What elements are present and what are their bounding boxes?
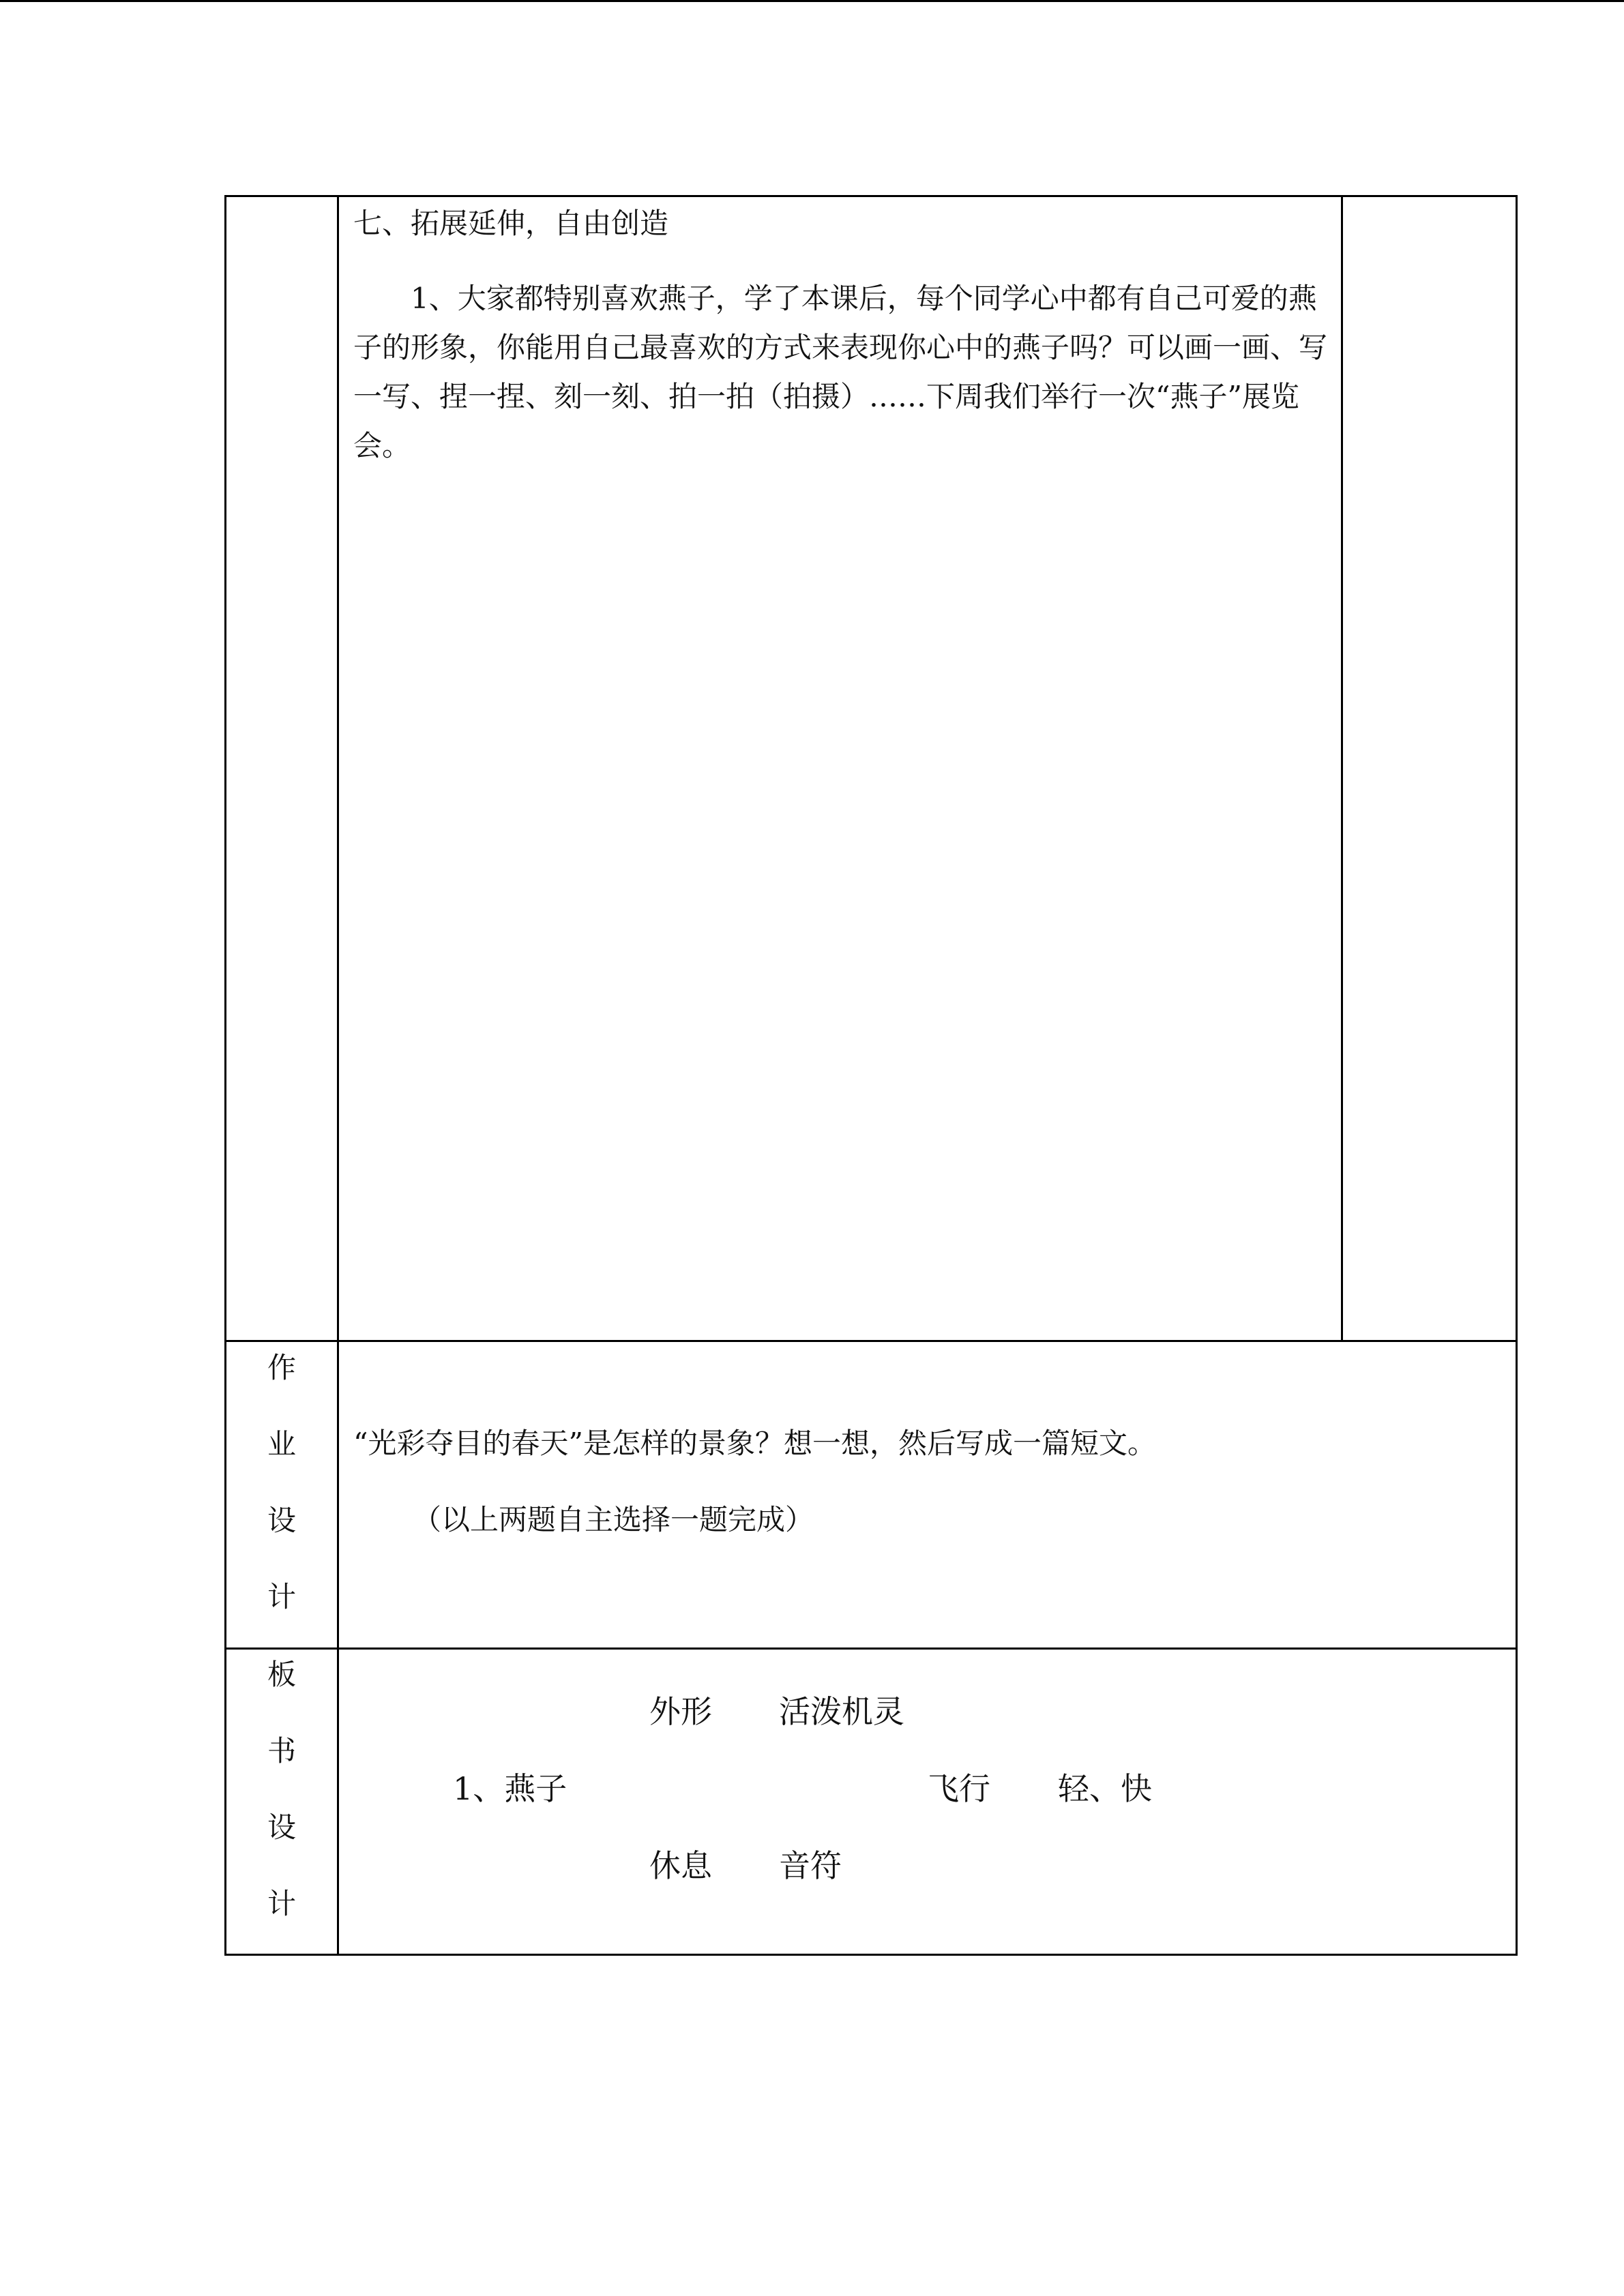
table-border-top [224,195,1518,197]
section-heading: 七、拓展延伸，自由创造 [353,207,669,240]
page-top-border [0,0,1624,2]
board-flight-label: 飞行 [928,1770,990,1807]
homework-question: “光彩夺目的春天”是怎样的景象？想一想，然后写成一篇短文。 [353,1427,1156,1460]
board-appearance-label: 外形 [649,1693,712,1730]
board-label-char: 书 [267,1734,296,1768]
board-label-char: 设 [267,1810,296,1844]
board-label-char: 计 [267,1887,296,1920]
activity-paragraph: 1、大家都特别喜欢燕子，学了本课后，每个同学心中都有自己可爱的燕子的形象，你能用自己最喜欢的方式来表现你心中的燕子吗？可以画一画、写一写、捏一捏、刻一刻、拍一拍（拍摄）……下周我们举行一次“燕子”展览会。 [353,282,1328,462]
board-flight-text: 轻、快 [1058,1770,1152,1807]
table-border-bottom [224,1954,1518,1956]
notes-column-divider [1341,195,1343,1342]
label-column-divider [337,195,339,1956]
homework-label-char: 设 [267,1504,296,1537]
board-title: 1、燕子 [453,1770,567,1807]
board-rest-text: 音符 [779,1847,842,1884]
homework-label-char: 业 [267,1427,296,1461]
table-border-right [1516,195,1518,1956]
homework-label-char: 作 [267,1351,296,1384]
board-rest-label: 休息 [649,1847,712,1884]
row-divider-homework [224,1340,1518,1342]
table-border-left [224,195,226,1956]
homework-note: （以上两题自主选择一题完成） [413,1503,814,1536]
row-divider-board [224,1648,1518,1650]
homework-label-char: 计 [267,1580,296,1613]
board-appearance-text: 活泼机灵 [779,1693,904,1730]
board-label-char: 板 [267,1658,296,1691]
